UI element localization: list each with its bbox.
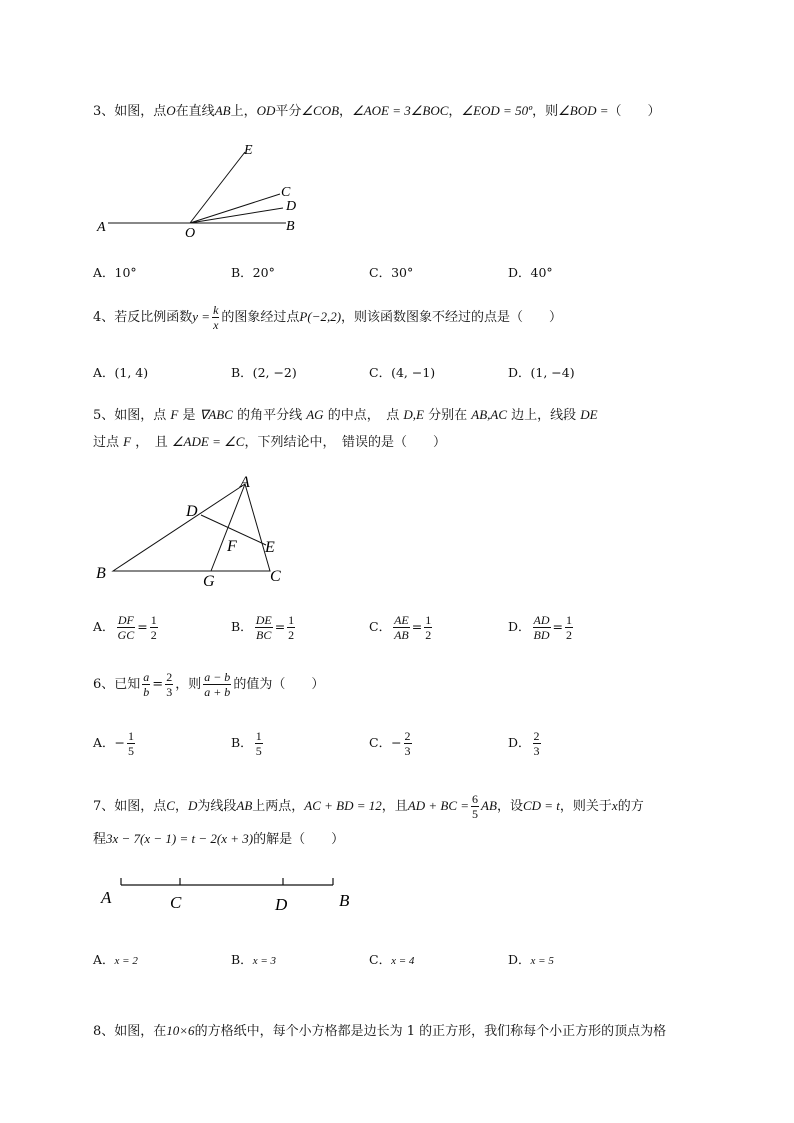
question-7-stem-line-1: 7、如图，点C，D为线段AB上两点，AC + BD = 12，且AD + BC = $\frac{6}{5}$ AB，设CD = t，则关于x的方 <box>93 792 644 821</box>
segment-label-C: C <box>170 893 182 912</box>
point-label-E: E <box>244 143 253 158</box>
q5-option-b[interactable]: B． $\frac{DE}{BC}$ = $\frac{1}{2}$ <box>231 613 295 642</box>
question-7-stem-line-2: 程3x − 7(x − 1) = t − 2(x + 3)的解是（ ） <box>93 831 345 847</box>
vertex-label-F: F <box>227 538 237 555</box>
segment-label-D: D <box>275 895 288 914</box>
q3-option-c[interactable]: C．30° <box>369 265 414 280</box>
question-5-figure <box>90 470 310 595</box>
q5-option-a[interactable]: A． $\frac{DF}{GC}$ = $\frac{1}{2}$ <box>93 613 157 642</box>
point-label-O: O <box>185 226 196 240</box>
q6-option-b[interactable]: B． $\frac{1}{5}$ <box>231 729 262 758</box>
q3-option-b[interactable]: B．20° <box>231 265 275 280</box>
question-3-figure <box>90 140 320 240</box>
q4-option-c[interactable]: C．(4, −1) <box>369 365 436 380</box>
vertex-label-G: G <box>203 573 215 590</box>
vertex-label-D: D <box>186 503 198 520</box>
point-label-D: D <box>286 199 297 214</box>
q7-option-c[interactable]: C．x = 4 <box>369 952 415 967</box>
q4-option-d[interactable]: D．(1, −4) <box>508 365 575 380</box>
segment-label-A: A <box>101 888 112 907</box>
q7-option-d[interactable]: D．x = 5 <box>508 952 554 967</box>
q6-option-d[interactable]: D． $\frac{2}{3}$ <box>508 729 540 758</box>
point-label-B: B <box>286 219 295 234</box>
q4-option-a[interactable]: A．(1, 4) <box>93 365 149 380</box>
q6-option-c[interactable]: C．− $\frac{2}{3}$ <box>369 729 411 758</box>
q5-option-d[interactable]: D． $\frac{AD}{BD}$ = $\frac{1}{2}$ <box>508 613 573 642</box>
q4-option-b[interactable]: B．(2, −2) <box>231 365 297 380</box>
question-7-figure <box>95 868 365 918</box>
question-5-stem-line-2: 过点 F ， 且 ∠ADE = ∠C，下列结论中， 错误的是（ ） <box>93 434 446 450</box>
question-6-stem: 6、已知 $\frac{a}{b}$ = $\frac{2}{3}$ ，则 $\frac{a - b}{a + b}$ 的值为（ ） <box>93 670 325 699</box>
q7-option-a[interactable]: A．x = 2 <box>93 952 138 967</box>
question-4-stem: 4、若反比例函数y = $\frac{k}{x}$ 的图象经过点P(−2,2)，则该函数图象不经过的点是（ ） <box>93 303 563 332</box>
q6-option-a[interactable]: A．− $\frac{1}{5}$ <box>93 729 135 758</box>
vertex-label-A: A <box>240 474 250 491</box>
point-label-C: C <box>281 185 291 200</box>
q5-option-c[interactable]: C． $\frac{AE}{AB}$ = $\frac{1}{2}$ <box>369 613 432 642</box>
q7-option-b[interactable]: B．x = 3 <box>231 952 276 967</box>
vertex-label-B: B <box>96 565 106 582</box>
segment-label-B: B <box>339 891 350 910</box>
q3-option-a[interactable]: A．10° <box>93 265 137 280</box>
q3-option-d[interactable]: D．40° <box>508 265 553 280</box>
vertex-label-E: E <box>265 539 275 556</box>
vertex-label-C: C <box>270 568 281 585</box>
question-8-stem: 8、如图，在10×6的方格纸中，每个小方格都是边长为 1 的正方形，我们称每个小正方形的顶点为格 <box>93 1023 667 1039</box>
question-3-stem: 3、如图，点O在直线AB上，OD平分∠COB，∠AOE = 3∠BOC，∠EOD = 50º，则∠BOD =（ ） <box>93 103 661 119</box>
question-5-stem-line-1: 5、如图，点 F 是 ∇ABC 的角平分线 AG 的中点， 点 D,E 分别在 AB,AC 边上，线段 DE <box>93 407 598 423</box>
point-label-A: A <box>97 220 106 235</box>
